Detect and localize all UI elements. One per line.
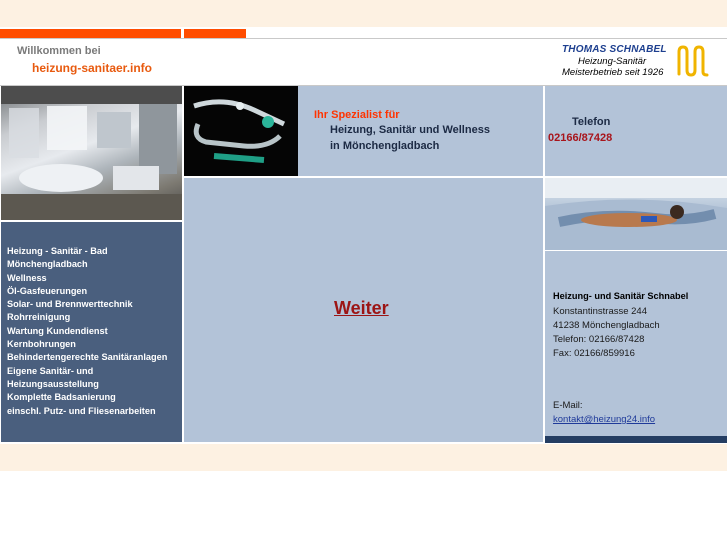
menu-item[interactable]: Eigene Sanitär- und [7,365,94,376]
pipes-photo [184,86,298,176]
logo-tagline: Heizung-Sanitär [578,56,647,67]
menu-item[interactable]: Solar- und Brennwerttechnik [7,299,133,310]
welcome-text: Willkommen bei [17,45,101,57]
menu-item[interactable]: Komplette Badsanierung [7,392,116,403]
menu-item[interactable]: Heizung - Sanitär - Bad [7,246,108,256]
services-menu [7,245,167,418]
site-domain: heizung-sanitaer.info [32,61,153,75]
orange-accent-bar-left [0,29,181,38]
contact-bottom-bar [545,436,727,443]
top-band [0,0,727,27]
logo-company-name: THOMAS SCHNABEL [562,44,667,55]
contact-street: Konstantinstrasse 244 [553,306,648,317]
contact-phone: Telefon: 02166/87428 [553,334,645,345]
email-link[interactable]: kontakt@heizung24.info [553,414,656,425]
menu-item[interactable]: Mönchengladbach [7,259,88,270]
wellness-solarium-photo [545,178,727,250]
specialist-services: Heizung, Sanitär und Wellness [330,124,490,136]
bottom-band [0,444,727,471]
email-label: E-Mail: [553,400,583,411]
menu-item[interactable]: Behindertengerechte Sanitäranlagen [7,352,168,363]
orange-accent-bar-right [184,29,246,38]
contact-company: Heizung- und Sanitär Schnabel [553,291,689,301]
menu-item[interactable]: Öl-Gasfeuerungen [7,285,88,296]
logo-since: Meisterbetrieb seit 1926 [562,67,664,78]
menu-item[interactable]: Rohrreinigung [7,312,71,323]
specialist-heading: Ihr Spezialist für [314,109,400,121]
phone-number: 02166/87428 [548,132,613,144]
logo-wave-icon [676,44,710,83]
continue-link[interactable]: Weiter [334,298,389,318]
menu-item[interactable]: Kernbohrungen [7,339,76,350]
contact-fax: Fax: 02166/859916 [553,348,635,359]
menu-item[interactable]: Wartung Kundendienst [7,325,108,336]
header-divider-top [0,38,727,39]
bathroom-showroom-photo [1,86,182,220]
phone-label: Telefon [572,116,611,128]
specialist-location: in Mönchengladbach [330,140,440,152]
menu-item[interactable]: Wellness [7,272,47,283]
contact-city: 41238 Mönchengladbach [553,320,660,331]
phone-panel [545,86,727,176]
menu-item[interactable]: einschl. Putz- und Fliesenarbeiten [7,405,156,416]
menu-item[interactable]: Heizungsausstellung [7,378,99,389]
